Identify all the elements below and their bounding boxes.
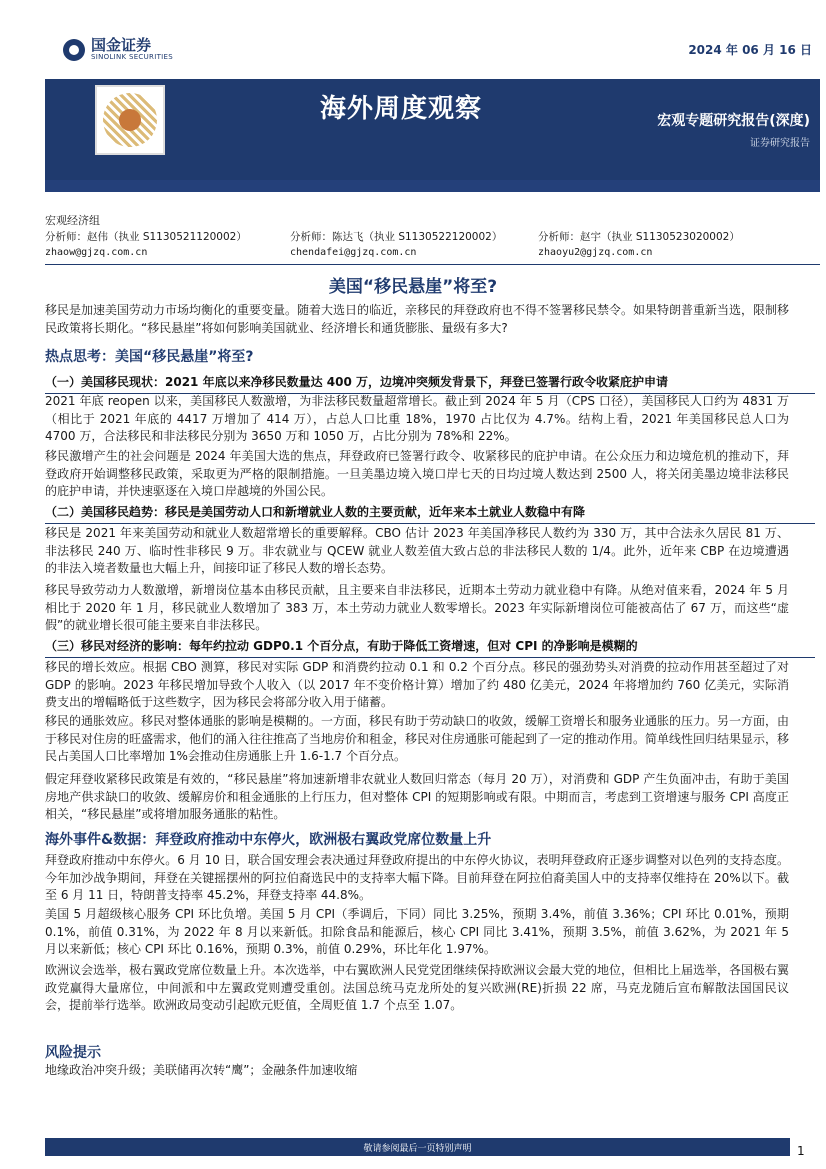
analyst-2: 分析师：陈达飞（执业 S1130522120002） [290,231,503,243]
analyst-3: 分析师：赵宇（执业 S1130523020002） [538,231,740,243]
section-heading-events: 海外事件&数据：拜登政府推动中东停火，欧洲极右翼政党席位数量上升 [45,832,492,848]
footer-disclaimer[interactable]: 敬请参阅最后一页特别声明 [363,1144,472,1154]
logo-mark-icon [63,39,85,61]
logo-cn: 国金证券 [91,36,152,54]
company-logo [63,37,173,62]
report-type: 宏观专题研究报告(深度) [657,113,810,129]
paragraph: 2021 年底 reopen 以来，美国移民人数激增，为非法移民数量超常增长。截止到 2024 年 5 月（CPS 口径），美国移民人口约为 4831 万（相比于 2021 年底的 4417 万增加了 414 万），占总人口比重 18%，1970 占比仅为 4.7%。结构上看，2021 年美国移民总人口为 4700 万，合法移民和非法移民分别为 3650 万和 1050 万，占比分别为 78%和 22%。 [45,394,789,443]
analyst-1-email[interactable]: zhaow@gjzq.com.cn [45,247,148,258]
divider [45,264,820,265]
logo-en: SINOLINK SECURITIES [91,53,173,61]
report-date: 2024 年 06 月 16 日 [688,43,812,57]
intro-paragraph: 移民是加速美国劳动力市场均衡化的重要变量。随着大选日的临近，亲移民的拜登政府也不得不签署移民禁令。如果特朗普重新当选，限制移民政策将长期化。“移民悬崖”将如何影响美国就业、经济增长和通货膨胀、量级有多大? [45,303,790,335]
page-number: 1 [797,1144,805,1158]
paragraph: 拜登政府推动中东停火。6 月 10 日，联合国安理会表决通过拜登政府提出的中东停火协议，表明拜登政府正逐步调整对以色列的支持态度。今年加沙战争期间，拜登在关键摇摆州的阿拉伯裔选民中的支持率大幅下降。目前拜登在阿拉伯裔美国人中的支持率仅维持在 20%以下。截至 6 月 11 日，特朗普支持率 45.2%，拜登支持率 44.8%。 [45,853,789,902]
analyst-2-email[interactable]: chendafei@gjzq.com.cn [290,247,417,258]
analyst-3-email[interactable]: zhaoyu2@gjzq.com.cn [538,247,653,258]
paragraph: 移民激增产生的社会问题是 2024 年美国大选的焦点，拜登政府已签署行政令、收紧移民的庇护申请。在公众压力和边境危机的推动下，拜登政府开始调整移民政策，采取更为严格的限制措施。一旦美墨边境入境口岸七天的日均过境人数达到 2500 人，将关闭美墨边境非法移民的庇护申请，并快速驱逐在入境口岸越境的外国公民。 [45,449,789,498]
paragraph: 美国 5 月超级核心服务 CPI 环比负增。美国 5 月 CPI（季调后，下同）同比 3.25%，预期 3.4%，前值 3.36%；CPI 环比 0.01%，预期 0.1%，前值 0.31%，为 2022 年 8 月以来新低。扣除食品和能源后，核心 CPI 同比 3.41%，预期 3.5%，前值 3.62%，为 2021 年 5 月以来新低；核心 CPI 环比 0.16%，预期 0.3%，前值 0.29%，环比年化 1.97%。 [45,907,789,956]
paragraph: 移民导致劳动力人数激增，新增岗位基本由移民贡献，且主要来自非法移民，近期本土劳动力就业稳中有降。从绝对值来看，2024 年 5 月相比于 2020 年 1 月，移民就业人数增加了 383 万，本土劳动力就业人数零增长。2023 年实际新增岗位可能被高估了 67 万，而这些“虚假”的就业增长很可能主要来自非法移民。 [45,583,789,632]
paragraph: 移民的通胀效应。移民对整体通胀的影响是模糊的。一方面，移民有助于劳动缺口的收敛，缓解工资增长和服务业通胀的压力。另一方面，由于移民对住房的旺盛需求，他们的涌入往往推高了当地房价和租金，移民对住房通胀可能起到了一定的推动作用。简单线性回归结果显示，移民占美国人口比率增加 1%会推动住房通胀上升 1.6-1.7 个百分点。 [45,714,790,763]
section-heading-hot-topic: 热点思考：美国“移民悬崖”将至? [45,349,254,365]
subheading-trend: （二）美国移民趋势：移民是美国劳动人口和新增就业人数的主要贡献，近年来本土就业人数稳中有降 [45,503,815,524]
qr-logo-icon [119,109,141,131]
risk-text: 地缘政治冲突升级；美联储再次转“鹰”；金融条件加速收缩 [45,1063,358,1077]
paragraph: 移民的增长效应。根据 CBO 测算，移民对实际 GDP 和消费约拉动 0.1 和 0.2 个百分点。移民的强劲势头对消费的拉动作用甚至超过了对 GDP 的影响。2023 年移民增加导致个人收入（以 2017 年不变价格计算）增加了约 480 亿美元，2024 年将增加约 760 亿美元，实际消费支出的增幅略低于这些数字，因为移民会将部分收入用于储蓄。 [45,660,789,709]
paragraph: 假定拜登收紧移民政策是有效的，“移民悬崖”将加速新增非农就业人数回归常态（每月 20 万），对消费和 GDP 产生负面冲击，有助于美国房地产供求缺口的收敛、缓解房价和租金通胀的上行压力，但对整体 CPI 的短期影响或有限。中期而言，考虑到工资增速与服务 CPI 高度正相关，“移民悬崖”或将增加服务通胀的粘性。 [45,772,789,821]
page-title: 海外周度观察 [320,94,483,124]
header-stripe [45,180,820,192]
analyst-group: 宏观经济组 [45,214,100,227]
paragraph: 欧洲议会选举，极右翼政党席位数量上升。本次选举，中右翼欧洲人民党党团继续保持欧洲议会最大党的地位，但相比上届选举，各国极右翼政党赢得大量席位，中间派和中左翼政党则遭受重创。法国总统马克龙所处的复兴欧洲(RE)折损 22 席，马克龙随后宣布解散法国国民议会，提前举行选举。欧洲政局变动引起欧元贬值，全周贬值 1.7 个点至 1.07。 [45,963,790,1012]
subheading-impact: （三）移民对经济的影响：每年约拉动 GDP0.1 个百分点，有助于降低工资增速，但对 CPI 的净影响是模糊的 [45,637,815,658]
risk-heading: 风险提示 [45,1045,101,1061]
analyst-1: 分析师：赵伟（执业 S1130521120002） [45,231,247,243]
subheading-status: （一）美国移民现状：2021 年底以来净移民数量达 400 万，边境冲突频发背景下，拜登已签署行政令收紧庇护申请 [45,373,815,394]
document-title: 美国“移民悬崖”将至? [328,277,498,297]
report-subtype: 证券研究报告 [750,138,810,149]
paragraph: 移民是 2021 年来美国劳动和就业人数超常增长的重要解释。CBO 估计 2023 年美国净移民人数约为 330 万，其中合法永久居民 81 万、非法移民 240 万、临时性非移民 9 万。非农就业与 QCEW 就业人数差值大致占总的非法移民人数的 1/4。此外，近年来 CBP 在边境遭遇的非法入境者数量也大幅上升，间接印证了移民人数的增长态势。 [45,526,789,575]
qr-code [95,85,165,155]
footer-bar [45,1138,790,1156]
